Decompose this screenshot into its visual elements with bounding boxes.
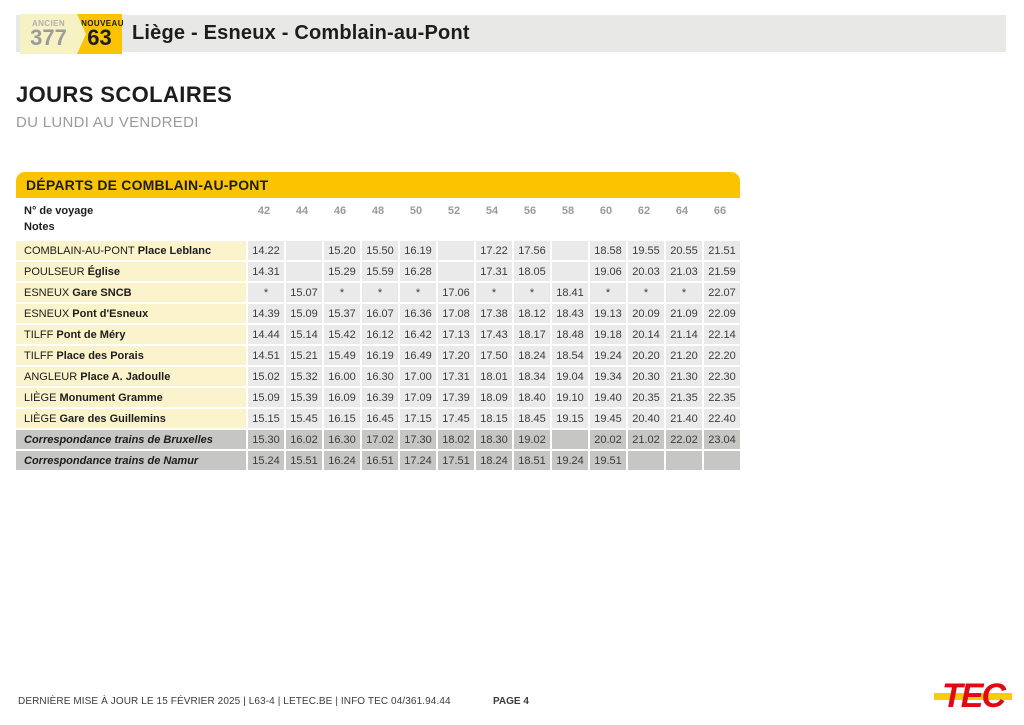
stop-name: Église [87, 265, 120, 278]
time-cell [666, 451, 702, 470]
stop-city: POULSEUR [24, 265, 88, 278]
table-row [16, 409, 740, 428]
time-cell: 23.04 [704, 430, 740, 449]
time-cell: 22.02 [666, 430, 702, 449]
section-title: JOURS SCOLAIRES [16, 82, 233, 107]
time-cell: 18.09 [476, 388, 512, 407]
time-cell: 18.24 [476, 451, 512, 470]
time-cell: 19.10 [552, 388, 588, 407]
table-row [16, 241, 740, 260]
time-cell: 15.09 [248, 388, 284, 407]
stop-name: Gare des Guillemins [59, 412, 166, 425]
table-row [16, 262, 740, 281]
stop-label [16, 262, 246, 281]
time-cell: 17.02 [362, 430, 398, 449]
time-cell: 19.13 [590, 304, 626, 323]
time-cell: 15.45 [286, 409, 322, 428]
time-cell: 16.24 [324, 451, 360, 470]
time-cell: 15.09 [286, 304, 322, 323]
voyage-number: 56 [523, 205, 537, 217]
time-cell: 18.24 [514, 346, 550, 365]
time-cell: 15.24 [248, 451, 284, 470]
time-cell: 21.20 [666, 346, 702, 365]
stop-label [16, 241, 246, 260]
time-cell: 18.15 [476, 409, 512, 428]
time-cell: 21.51 [704, 241, 740, 260]
time-cell: 16.02 [286, 430, 322, 449]
time-cell: 15.39 [286, 388, 322, 407]
time-cell: 21.59 [704, 262, 740, 281]
page-number: PAGE 4 [493, 696, 529, 707]
time-cell: 20.55 [666, 241, 702, 260]
time-cell: * [590, 283, 626, 302]
time-cell: 16.49 [400, 346, 436, 365]
time-cell: 22.30 [704, 367, 740, 386]
time-cell: 20.20 [628, 346, 664, 365]
correspondance-row [16, 430, 740, 449]
time-cell: 18.12 [514, 304, 550, 323]
time-cell: 17.20 [438, 346, 474, 365]
tec-logo [934, 676, 1012, 716]
time-cell: 18.41 [552, 283, 588, 302]
time-cell: 15.21 [286, 346, 322, 365]
time-cell: 16.19 [362, 346, 398, 365]
time-cell: 15.29 [324, 262, 360, 281]
time-cell: 20.40 [628, 409, 664, 428]
departures-table [16, 172, 740, 472]
time-cell: 16.30 [362, 367, 398, 386]
time-cell: 16.42 [400, 325, 436, 344]
time-cell: 16.36 [400, 304, 436, 323]
time-cell: 20.09 [628, 304, 664, 323]
table-row [16, 325, 740, 344]
route-header-bar [16, 15, 1006, 52]
time-cell: * [400, 283, 436, 302]
time-cell [552, 262, 588, 281]
stop-label [16, 409, 246, 428]
time-cell: 16.07 [362, 304, 398, 323]
time-cell: 16.45 [362, 409, 398, 428]
time-cell: 19.18 [590, 325, 626, 344]
stop-city: LIÈGE [24, 391, 60, 404]
voyage-number: 60 [599, 205, 613, 217]
voyage-number-row [16, 204, 740, 218]
time-cell: 15.30 [248, 430, 284, 449]
time-cell: 20.35 [628, 388, 664, 407]
time-cell: 22.35 [704, 388, 740, 407]
time-cell: 16.09 [324, 388, 360, 407]
time-cell: 16.12 [362, 325, 398, 344]
stop-label [16, 325, 246, 344]
time-cell: 20.02 [590, 430, 626, 449]
stop-city: ESNEUX [24, 286, 73, 299]
time-cell: 19.55 [628, 241, 664, 260]
time-cell: 15.15 [248, 409, 284, 428]
time-cell: 16.19 [400, 241, 436, 260]
time-cell: 17.38 [476, 304, 512, 323]
voyage-number: 52 [447, 205, 461, 217]
time-cell: 17.00 [400, 367, 436, 386]
voyage-number: 50 [409, 205, 423, 217]
time-cell: 19.15 [552, 409, 588, 428]
stop-name: Place A. Jadoulle [80, 370, 171, 383]
time-cell: 18.43 [552, 304, 588, 323]
time-cell: 21.02 [628, 430, 664, 449]
time-cell: 14.22 [248, 241, 284, 260]
stop-name: Pont d'Esneux [72, 307, 149, 320]
time-cell: 17.13 [438, 325, 474, 344]
time-cell: 19.24 [590, 346, 626, 365]
time-cell: 17.15 [400, 409, 436, 428]
table-title-bar [16, 172, 740, 198]
time-cell: * [514, 283, 550, 302]
voyage-number: 48 [371, 205, 385, 217]
time-cell: 15.37 [324, 304, 360, 323]
time-cell: 17.24 [400, 451, 436, 470]
stop-label [16, 388, 246, 407]
time-cell: 19.24 [552, 451, 588, 470]
footer-info: DERNIÈRE MISE À JOUR LE 15 FÉVRIER 2025 | L63-4 | LETEC.BE | INFO TEC 04/361.94.44 [18, 696, 451, 707]
voyage-number: 62 [637, 205, 651, 217]
table-row [16, 346, 740, 365]
time-cell [704, 451, 740, 470]
time-cell: 16.28 [400, 262, 436, 281]
time-cell: 14.31 [248, 262, 284, 281]
stop-label: Correspondance trains de Bruxelles [16, 430, 246, 449]
stop-city: LIÈGE [24, 412, 60, 425]
time-cell: 15.50 [362, 241, 398, 260]
time-cell: 18.02 [438, 430, 474, 449]
time-cell: 17.50 [476, 346, 512, 365]
time-cell: 19.04 [552, 367, 588, 386]
time-cell: 15.07 [286, 283, 322, 302]
time-cell: 21.40 [666, 409, 702, 428]
time-cell: 18.54 [552, 346, 588, 365]
voyage-number: 54 [485, 205, 499, 217]
time-cell [628, 451, 664, 470]
time-cell: 17.56 [514, 241, 550, 260]
time-cell: 17.22 [476, 241, 512, 260]
time-cell: 18.48 [552, 325, 588, 344]
time-cell: 16.39 [362, 388, 398, 407]
stop-city: COMBLAIN-AU-PONT [24, 244, 138, 257]
time-cell: * [666, 283, 702, 302]
table-row [16, 304, 740, 323]
time-cell: * [324, 283, 360, 302]
voyage-number: 66 [713, 205, 727, 217]
timetable-rows [16, 241, 740, 470]
stop-label: Correspondance trains de Namur [16, 451, 246, 470]
time-cell: 19.02 [514, 430, 550, 449]
time-cell: 16.15 [324, 409, 360, 428]
time-cell [552, 241, 588, 260]
time-cell: 19.51 [590, 451, 626, 470]
time-cell: 16.00 [324, 367, 360, 386]
time-cell: * [628, 283, 664, 302]
time-cell: 19.45 [590, 409, 626, 428]
time-cell: 21.09 [666, 304, 702, 323]
stop-name: Place des Porais [56, 349, 144, 362]
time-cell: 14.39 [248, 304, 284, 323]
section-subtitle: DU LUNDI AU VENDREDI [16, 114, 199, 131]
time-cell: 17.45 [438, 409, 474, 428]
time-cell: 16.30 [324, 430, 360, 449]
time-cell: 20.14 [628, 325, 664, 344]
time-cell: 15.51 [286, 451, 322, 470]
time-cell: 18.45 [514, 409, 550, 428]
time-cell: 17.31 [438, 367, 474, 386]
time-cell [438, 262, 474, 281]
time-cell: 15.42 [324, 325, 360, 344]
time-cell: 22.07 [704, 283, 740, 302]
stop-name: Pont de Méry [56, 328, 126, 341]
time-cell: 17.30 [400, 430, 436, 449]
time-cell: 17.39 [438, 388, 474, 407]
stop-name: Place Leblanc [137, 244, 212, 257]
time-cell: 18.05 [514, 262, 550, 281]
time-cell: 20.03 [628, 262, 664, 281]
time-cell: 14.51 [248, 346, 284, 365]
time-cell: 15.02 [248, 367, 284, 386]
voyage-number: 64 [675, 205, 689, 217]
time-cell: 15.14 [286, 325, 322, 344]
stop-city: ANGLEUR [24, 370, 81, 383]
old-line-label: ANCIEN [31, 18, 66, 28]
time-cell: 18.40 [514, 388, 550, 407]
time-cell: 16.51 [362, 451, 398, 470]
stop-label [16, 283, 246, 302]
notes-label: Notes [24, 221, 55, 233]
time-cell: 17.31 [476, 262, 512, 281]
stop-label [16, 346, 246, 365]
time-cell: 21.03 [666, 262, 702, 281]
voyage-number: 58 [561, 205, 575, 217]
voyage-numbers [246, 205, 740, 217]
time-cell: 18.30 [476, 430, 512, 449]
voyage-number: 46 [333, 205, 347, 217]
time-cell: * [248, 283, 284, 302]
old-line-badge [20, 14, 77, 54]
time-cell: 22.20 [704, 346, 740, 365]
time-cell: 17.06 [438, 283, 474, 302]
time-cell: 19.34 [590, 367, 626, 386]
time-cell: 22.40 [704, 409, 740, 428]
time-cell: 21.14 [666, 325, 702, 344]
time-cell: 20.30 [628, 367, 664, 386]
old-line-number: 377 [30, 25, 67, 51]
time-cell: 21.35 [666, 388, 702, 407]
voyage-number: 44 [295, 205, 309, 217]
time-cell: 21.30 [666, 367, 702, 386]
time-cell: 22.09 [704, 304, 740, 323]
stop-name: Gare SNCB [72, 286, 132, 299]
time-cell: 15.59 [362, 262, 398, 281]
time-cell: * [476, 283, 512, 302]
time-cell: 18.58 [590, 241, 626, 260]
time-cell: 15.32 [286, 367, 322, 386]
time-cell: 19.06 [590, 262, 626, 281]
time-cell: 17.43 [476, 325, 512, 344]
time-cell [552, 430, 588, 449]
time-cell: 18.01 [476, 367, 512, 386]
time-cell: 19.40 [590, 388, 626, 407]
table-row [16, 367, 740, 386]
stop-label [16, 304, 246, 323]
voyage-number: 42 [257, 205, 271, 217]
time-cell [286, 241, 322, 260]
time-cell: 22.14 [704, 325, 740, 344]
stop-city: TILFF [24, 328, 57, 341]
time-cell: 15.20 [324, 241, 360, 260]
time-cell: 18.17 [514, 325, 550, 344]
time-cell: 14.44 [248, 325, 284, 344]
voyage-label: N° de voyage [24, 205, 94, 217]
time-cell: 17.08 [438, 304, 474, 323]
new-line-label: NOUVEAU [81, 18, 124, 28]
table-row [16, 388, 740, 407]
time-cell: 17.51 [438, 451, 474, 470]
stop-city: ESNEUX [24, 307, 73, 320]
time-cell: 15.49 [324, 346, 360, 365]
new-line-number: 63 [87, 25, 112, 51]
route-title: Liège - Esneux - Comblain-au-Pont [132, 22, 470, 44]
time-cell: 17.09 [400, 388, 436, 407]
table-row [16, 283, 740, 302]
time-cell: 18.51 [514, 451, 550, 470]
stop-name: Monument Gramme [59, 391, 163, 404]
stop-label [16, 367, 246, 386]
stop-city: TILFF [24, 349, 57, 362]
time-cell [438, 241, 474, 260]
correspondance-row [16, 451, 740, 470]
tec-logo-text: TEC [942, 677, 1004, 715]
time-cell: * [362, 283, 398, 302]
time-cell [286, 262, 322, 281]
time-cell: 18.34 [514, 367, 550, 386]
table-title: DÉPARTS DE COMBLAIN-AU-PONT [26, 177, 269, 193]
